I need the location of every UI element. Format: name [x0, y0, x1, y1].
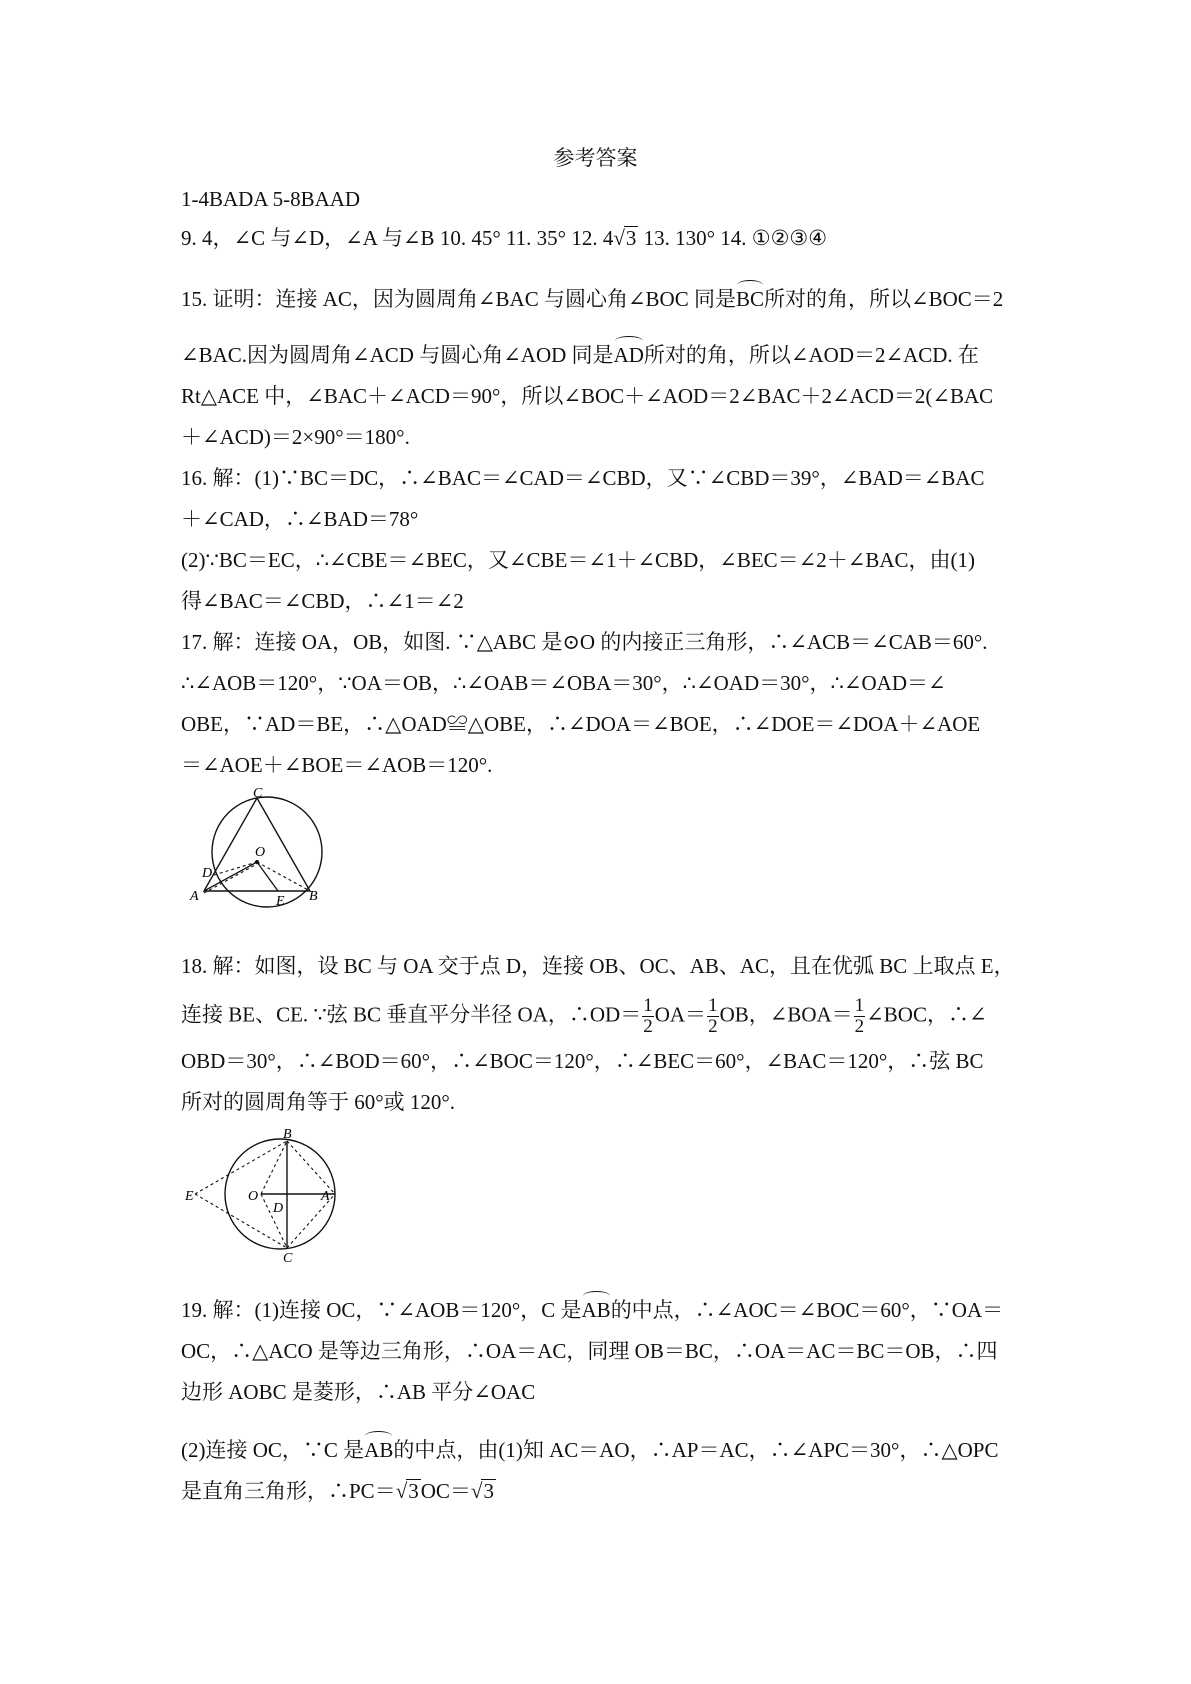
text-segment: ∠BOC，∴∠ [866, 1002, 987, 1027]
answer-17-line-3: OBE，∵AD＝BE，∴△OAD≌△OBE，∴∠DOA＝∠BOE，∴∠DOE＝∠DOA＋∠AOE [181, 712, 981, 736]
text-segment: 是直角三角形，∴PC＝ [181, 1479, 396, 1503]
sqrt-radicand: 3 [483, 1479, 494, 1503]
label-d: D [273, 1201, 284, 1216]
sqrt-sign: √ [613, 226, 625, 250]
answer-19-line-2: OC，∴△ACO 是等边三角形，∴OA＝AC，同理 OB＝BC，∴OA＝AC＝BC＝OB，∴四 [181, 1339, 998, 1363]
text-segment: 15. 证明：连接 AC，因为圆周角∠BAC 与圆心角∠BOC 同是 [181, 287, 736, 311]
fraction-numerator: 1 [854, 995, 865, 1016]
text-segment: 所对的角，所以∠AOD＝2∠ACD. 在 [643, 343, 979, 367]
answer-19-line-3: 边形 AOBC 是菱形，∴AB 平分∠OAC [181, 1380, 536, 1404]
fraction-half [707, 996, 719, 1037]
arc-ab: AB [581, 1298, 611, 1322]
text-segment: ∠BAC.因为圆周角∠ACD 与圆心角∠AOD 同是 [181, 343, 614, 367]
text-segment: 的中点，∴∠AOC＝∠BOC＝60°，∵OA＝ [610, 1298, 1004, 1322]
text-segment: 的中点，由(1)知 AC＝AO，∴AP＝AC，∴∠APC＝30°，∴△OPC [393, 1438, 999, 1462]
text-segment: OB，∠BOA＝ [719, 1002, 853, 1027]
label-a: A [321, 1189, 330, 1204]
arc-bc: BC [735, 287, 764, 311]
answer-18-line-4: 所对的圆周角等于 60°或 120°. [181, 1090, 456, 1114]
answer-19-line-5 [181, 1477, 496, 1505]
answer-17-line-1: 17. 解：连接 OA，OB，如图. ∵△ABC 是⊙O 的内接正三角形，∴∠ACB＝∠CAB＝60°. [181, 630, 988, 654]
answer-15-line-2 [181, 341, 979, 369]
text-segment: OC＝ [420, 1479, 471, 1503]
fraction-denominator: 2 [708, 1016, 718, 1037]
answer-18-line-3: OBD＝30°，∴∠BOD＝60°，∴∠BOC＝120°，∴∠BEC＝60°，∠BAC＝120°，∴弦 BC [181, 1049, 984, 1073]
answer-16-line-4: 得∠BAC＝∠CBD，∴∠1＝∠2 [181, 589, 464, 613]
fraction-half [642, 996, 654, 1037]
sqrt-sign: √ [470, 1479, 483, 1503]
label-d: D [202, 866, 213, 881]
answer-17-line-4: ＝∠AOE＋∠BOE＝∠AOB＝120°. [181, 753, 493, 777]
label-b: B [283, 1127, 292, 1142]
answer-16-line-2: ＋∠CAD，∴∠BAD＝78° [181, 507, 419, 531]
sqrt-radicand: 3 [408, 1479, 419, 1503]
text-segment: 连接 BE、CE. ∵弦 BC 垂直平分半径 OA，∴OD＝ [181, 1002, 642, 1027]
label-e: E [276, 894, 285, 909]
fraction-denominator: 2 [854, 1016, 865, 1037]
figure-17-diagram [185, 786, 345, 915]
answers-13-14-text: 13. 130° 14. ①②③④ [638, 226, 828, 250]
label-o: O [248, 1189, 259, 1204]
answer-18-line-2 [181, 996, 987, 1037]
arc-ab: AB [364, 1438, 394, 1462]
answer-18-line-1: 18. 解：如图，设 BC 与 OA 交于点 D，连接 OB、OC、AB、AC，且在优弧 BC 上取点 E， [181, 954, 1015, 978]
answer-15-line-1 [181, 285, 1003, 313]
fraction-numerator: 1 [643, 995, 653, 1016]
answers-1-8: 1-4BADA 5-8BAAD [181, 187, 361, 211]
sqrt-sign: √ [395, 1479, 408, 1503]
sqrt-radicand: 3 [625, 226, 637, 250]
text-segment: 19. 解：(1)连接 OC，∵∠AOB＝120°，C 是 [181, 1298, 582, 1322]
label-c: C [253, 786, 263, 801]
answer-15-line-4: ＋∠ACD)＝2×90°＝180°. [181, 425, 410, 449]
fraction-half [854, 996, 866, 1037]
page-title: 参考答案 [553, 146, 638, 170]
fraction-denominator: 2 [643, 1016, 653, 1037]
label-b: B [309, 889, 318, 904]
label-a: A [190, 889, 199, 904]
label-e: E [185, 1189, 194, 1204]
text-segment: 所对的角，所以∠BOC＝2 [764, 287, 1004, 311]
answer-16-line-1: 16. 解：(1)∵BC＝DC，∴∠BAC＝∠CAD＝∠CBD，又∵∠CBD＝39°，∠BAD＝∠BAC [181, 466, 985, 490]
fraction-numerator: 1 [708, 995, 718, 1016]
text-segment: (2)连接 OC，∵C 是 [181, 1438, 365, 1462]
answers-9-14 [181, 224, 827, 252]
answer-19-line-4 [181, 1436, 998, 1464]
answer-19-line-1 [181, 1296, 1003, 1324]
answer-16-line-3: (2)∵BC＝EC，∴∠CBE＝∠BEC，又∠CBE＝∠1＋∠CBD，∠BEC＝∠2＋∠BAC，由(1) [181, 548, 976, 572]
answers-9-12-text: 9. 4，∠C 与∠D，∠A 与∠B 10. 45° 11. 35° 12. 4 [181, 226, 614, 250]
label-c: C [283, 1251, 293, 1266]
answer-17-line-2: ∴∠AOB＝120°，∵OA＝OB，∴∠OAB＝∠OBA＝30°，∴∠OAD＝30°，∴∠OAD＝∠ [181, 671, 946, 695]
text-segment: OA＝ [654, 1002, 707, 1027]
arc-ad: AD [613, 343, 644, 367]
figure-18-diagram [183, 1127, 343, 1266]
label-o: O [255, 845, 266, 860]
answer-15-line-3: Rt△ACE 中，∠BAC＋∠ACD＝90°，所以∠BOC＋∠AOD＝2∠BAC＋2∠ACD＝2(∠BAC [181, 384, 994, 408]
